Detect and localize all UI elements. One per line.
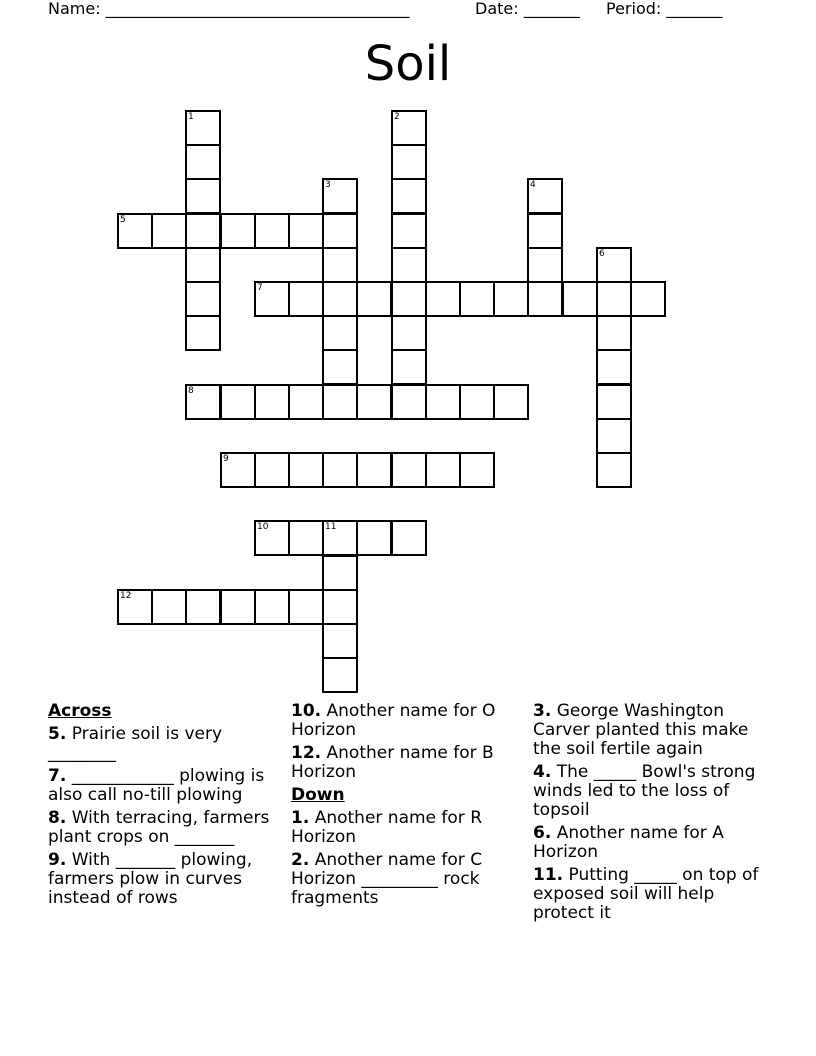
clue-column-2 [291,702,523,912]
clue-text: Another name for A Horizon [533,823,724,862]
grid-cell[interactable] [425,384,461,420]
grid-cell[interactable] [288,213,324,249]
cell-number: 9 [223,454,229,464]
clue-item [48,767,280,805]
grid-cell[interactable] [322,349,358,385]
grid-cell[interactable] [630,281,666,317]
clue-item [291,702,523,740]
grid-cell[interactable] [596,418,632,454]
grid-cell[interactable] [322,452,358,488]
cell-number: 8 [188,386,194,396]
clue-number: 7. [48,766,67,786]
cell-number: 5 [120,215,126,225]
name-field[interactable]: Name: ______________________________________ [48,0,410,18]
grid-cell[interactable] [356,452,392,488]
grid-cell[interactable] [254,281,290,317]
clue-text: The _____ Bowl's strong winds led to the loss of topsoil [533,762,756,820]
clue-item [48,725,280,763]
grid-cell[interactable] [527,213,563,249]
clue-number: 12. [291,743,322,763]
grid-cell[interactable] [391,213,427,249]
grid-cell[interactable] [391,247,427,283]
grid-cell[interactable] [151,213,187,249]
grid-cell[interactable] [288,520,324,556]
cell-number: 10 [257,522,269,532]
grid-cell[interactable] [254,589,290,625]
grid-cell[interactable] [254,384,290,420]
grid-cell[interactable] [596,349,632,385]
grid-cell[interactable] [425,281,461,317]
grid-cell[interactable] [220,589,256,625]
clue-item [48,851,280,908]
grid-cell[interactable] [322,520,358,556]
clue-number: 4. [533,762,552,782]
clue-item [291,851,523,908]
grid-cell[interactable] [562,281,598,317]
clue-number: 10. [291,701,322,721]
grid-cell[interactable] [185,247,221,283]
clue-text: Another name for O Horizon [291,701,496,740]
grid-cell[interactable] [391,178,427,214]
cell-number: 11 [325,522,337,532]
grid-cell[interactable] [391,144,427,180]
grid-cell[interactable] [322,281,358,317]
grid-cell[interactable] [459,281,495,317]
grid-cell[interactable] [117,589,153,625]
grid-cell[interactable] [322,589,358,625]
grid-cell[interactable] [220,452,256,488]
clue-item [291,809,523,847]
clue-text: With _______ plowing, farmers plow in curves instead of rows [48,850,253,908]
grid-cell[interactable] [391,349,427,385]
clue-item [533,763,765,820]
grid-cell[interactable] [322,247,358,283]
grid-cell[interactable] [254,452,290,488]
clue-number: 2. [291,850,310,870]
grid-cell[interactable] [185,384,221,420]
across-clues-list [48,725,280,908]
clue-number: 1. [291,808,310,828]
clue-number: 8. [48,808,67,828]
grid-cell[interactable] [185,144,221,180]
cell-number: 12 [120,591,132,601]
clue-number: 3. [533,701,552,721]
grid-cell[interactable] [288,384,324,420]
grid-cell[interactable] [185,315,221,351]
grid-cell[interactable] [527,247,563,283]
clue-text: With terracing, farmers plant crops on _______ [48,808,270,847]
date-field[interactable]: Date: _______ [475,0,580,18]
cell-number: 2 [394,112,400,122]
grid-cell[interactable] [322,555,358,591]
down-clues-list-continued [533,702,765,923]
grid-cell[interactable] [185,589,221,625]
grid-cell[interactable] [220,213,256,249]
across-heading: Across [48,701,112,721]
grid-cell[interactable] [391,281,427,317]
cell-number: 1 [188,112,194,122]
cell-number: 6 [599,249,605,259]
clue-item [48,809,280,847]
grid-cell[interactable] [596,247,632,283]
grid-cell[interactable] [288,452,324,488]
cell-number: 3 [325,180,331,190]
clue-text: Prairie soil is very ________ [48,724,223,763]
grid-cell[interactable] [391,520,427,556]
page-title: Soil [364,36,452,92]
clue-number: 11. [533,865,564,885]
grid-cell[interactable] [596,315,632,351]
clue-item [533,866,765,923]
grid-cell[interactable] [459,452,495,488]
cell-number: 7 [257,283,263,293]
down-heading: Down [291,785,345,805]
grid-cell[interactable] [322,657,358,693]
grid-cell[interactable] [527,178,563,214]
grid-cell[interactable] [322,178,358,214]
grid-cell[interactable] [185,213,221,249]
grid-cell[interactable] [151,589,187,625]
clue-number: 5. [48,724,67,744]
grid-cell[interactable] [596,281,632,317]
grid-cell[interactable] [220,384,256,420]
grid-cell[interactable] [356,281,392,317]
period-field[interactable]: Period: _______ [606,0,723,18]
grid-cell[interactable] [185,110,221,146]
down-clues-list [291,809,523,908]
grid-cell[interactable] [322,384,358,420]
grid-cell[interactable] [288,589,324,625]
clue-item [533,702,765,759]
clue-text: Another name for C Horizon _________ rock fragments [291,850,483,908]
clue-item [291,744,523,782]
grid-cell[interactable] [254,520,290,556]
grid-cell[interactable] [185,178,221,214]
grid-cell[interactable] [493,281,529,317]
grid-cell[interactable] [322,213,358,249]
grid-cell[interactable] [254,213,290,249]
clue-item [533,824,765,862]
clue-text: Putting _____ on top of exposed soil will help protect it [533,865,759,923]
grid-cell[interactable] [322,623,358,659]
grid-cell[interactable] [527,281,563,317]
across-clues-list-continued [291,702,523,782]
header [0,0,816,24]
clue-column-3 [533,702,765,927]
clue-text: Another name for B Horizon [291,743,494,782]
grid-cell[interactable] [425,452,461,488]
grid-cell[interactable] [391,452,427,488]
clue-number: 6. [533,823,552,843]
grid-cell[interactable] [459,384,495,420]
grid-cell[interactable] [322,315,358,351]
clue-text: George Washington Carver planted this make the soil fertile again [533,701,749,759]
cell-number: 4 [530,180,536,190]
grid-cell[interactable] [596,452,632,488]
grid-cell[interactable] [391,315,427,351]
grid-cell[interactable] [391,384,427,420]
grid-cell[interactable] [117,213,153,249]
grid-cell[interactable] [356,384,392,420]
grid-cell[interactable] [288,281,324,317]
grid-cell[interactable] [356,520,392,556]
clue-text: ____________ plowing is also call no-till plowing [48,766,265,805]
grid-cell[interactable] [493,384,529,420]
clue-text: Another name for R Horizon [291,808,483,847]
grid-cell[interactable] [596,384,632,420]
grid-cell[interactable] [391,110,427,146]
clue-column-1 [48,702,280,912]
clue-number: 9. [48,850,67,870]
grid-cell[interactable] [185,281,221,317]
